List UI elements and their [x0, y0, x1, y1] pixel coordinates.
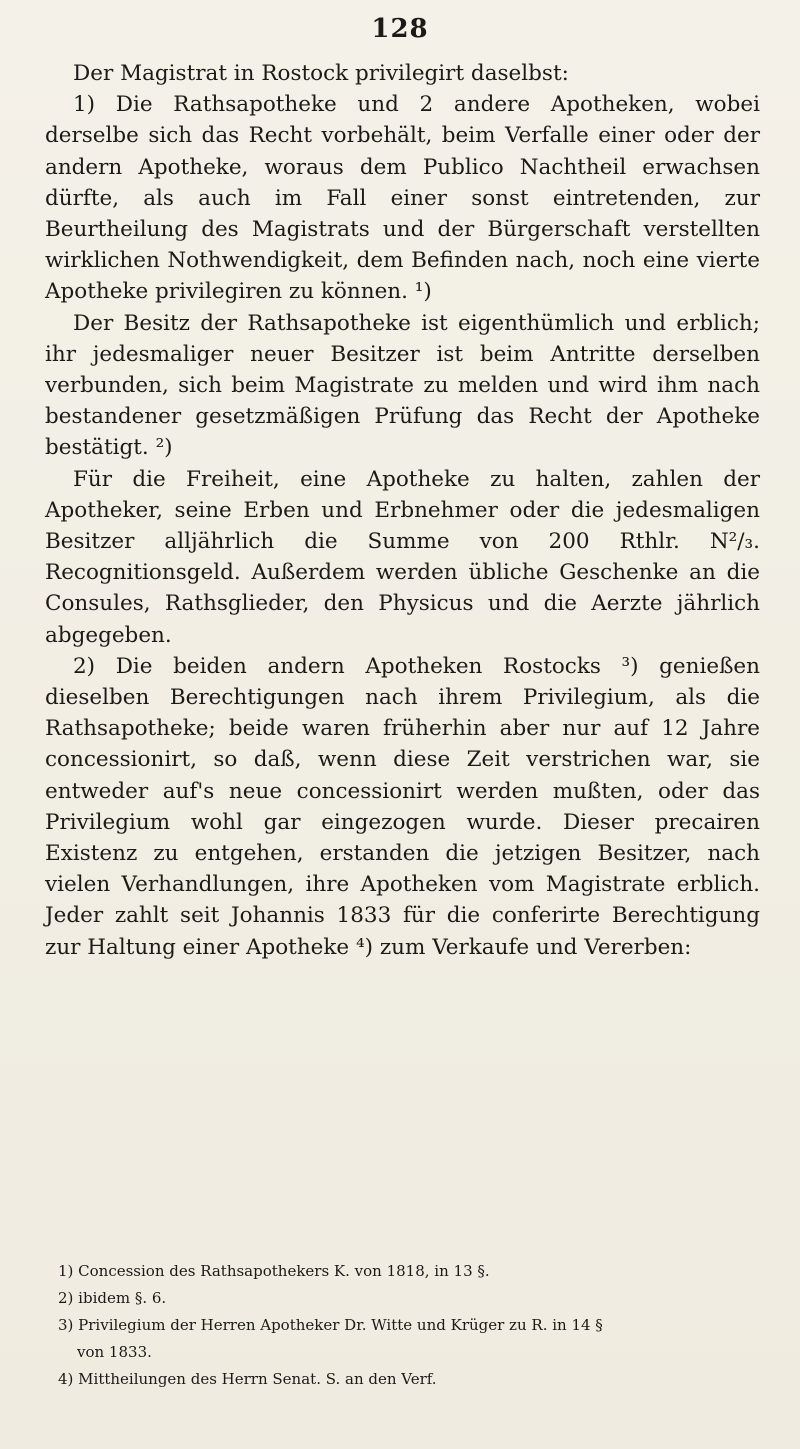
footnote-2: 2) ibidem §. 6. [58, 1289, 167, 1307]
footnote-1: 1) Concession des Rathsapothekers K. von 1818, in 13 §. [58, 1262, 490, 1280]
page-number: 128 [371, 14, 429, 44]
body-text [45, 58, 760, 963]
footnote-3-continuation: von 1833. [77, 1343, 152, 1361]
footnote-3: 3) Privilegium der Herren Apotheker Dr. Witte und Krüger zu R. in 14 § [58, 1316, 603, 1334]
paragraph-besitz: Der Besitz der Rathsapotheke ist eigenthümlich und erblich; ihr jedesmaliger neuer Besitzer ist beim Antritte derselben verbunden, sich beim Magistrate zu melden und wird ihm nach bestandener gesetzmäßigen Prüfung das Recht der Apotheke bestätigt. ²) [45, 310, 760, 461]
footnotes [58, 1258, 758, 1393]
footnote-4: 4) Mittheilungen des Herrn Senat. S. an den Verf. [58, 1370, 437, 1388]
paragraph-rathsapotheke: 1) Die Rathsapotheke und 2 andere Apotheken, wobei derselbe sich das Recht vorbehält, beim Verfalle einer oder der andern Apotheke, woraus dem Publico Nachtheil erwachsen dürfte, als auch im Fall einer sonst eintretenden, zur Beurtheilung des Magistrats und der Bürgerschaft verstellten wirklichen Nothwendigkeit, dem Befinden nach, noch eine vierte Apotheke privilegiren zu können. ¹) [45, 92, 760, 305]
paragraph-freiheit: Für die Freiheit, eine Apotheke zu halten, zahlen der Apotheker, seine Erben und Erbnehmer oder die jedesmaligen Besitzer alljährlich die Summe von 200 Rthlr. N²/₃. Recognitionsgeld. Außerdem werden übliche Geschenke an die Consules, Rathsglieder, den Physicus und die Aerzte jährlich abgegeben. [45, 466, 760, 648]
paragraph-andere-apotheken: 2) Die beiden andern Apotheken Rostocks ³) genießen dieselben Berechtigungen nach ihrem Privilegium, als die Rathsapotheke; beide waren früherhin aber nur auf 12 Jahre concessionirt, so daß, wenn diese Zeit verstrichen war, sie entweder auf's neue concessionirt werden mußten, oder das Privilegium wohl gar eingezogen wurde. Dieser precairen Existenz zu entgehen, erstanden die jetzigen Besitzer, nach vielen Verhandlungen, ihre Apotheken vom Magistrate erblich. Jeder zahlt seit Johannis 1833 für die conferirte Berechtigung zur Haltung einer Apotheke ⁴) zum Verkaufe und Vererben: [45, 653, 760, 960]
paragraph-intro: Der Magistrat in Rostock privilegirt daselbst: [73, 61, 569, 86]
